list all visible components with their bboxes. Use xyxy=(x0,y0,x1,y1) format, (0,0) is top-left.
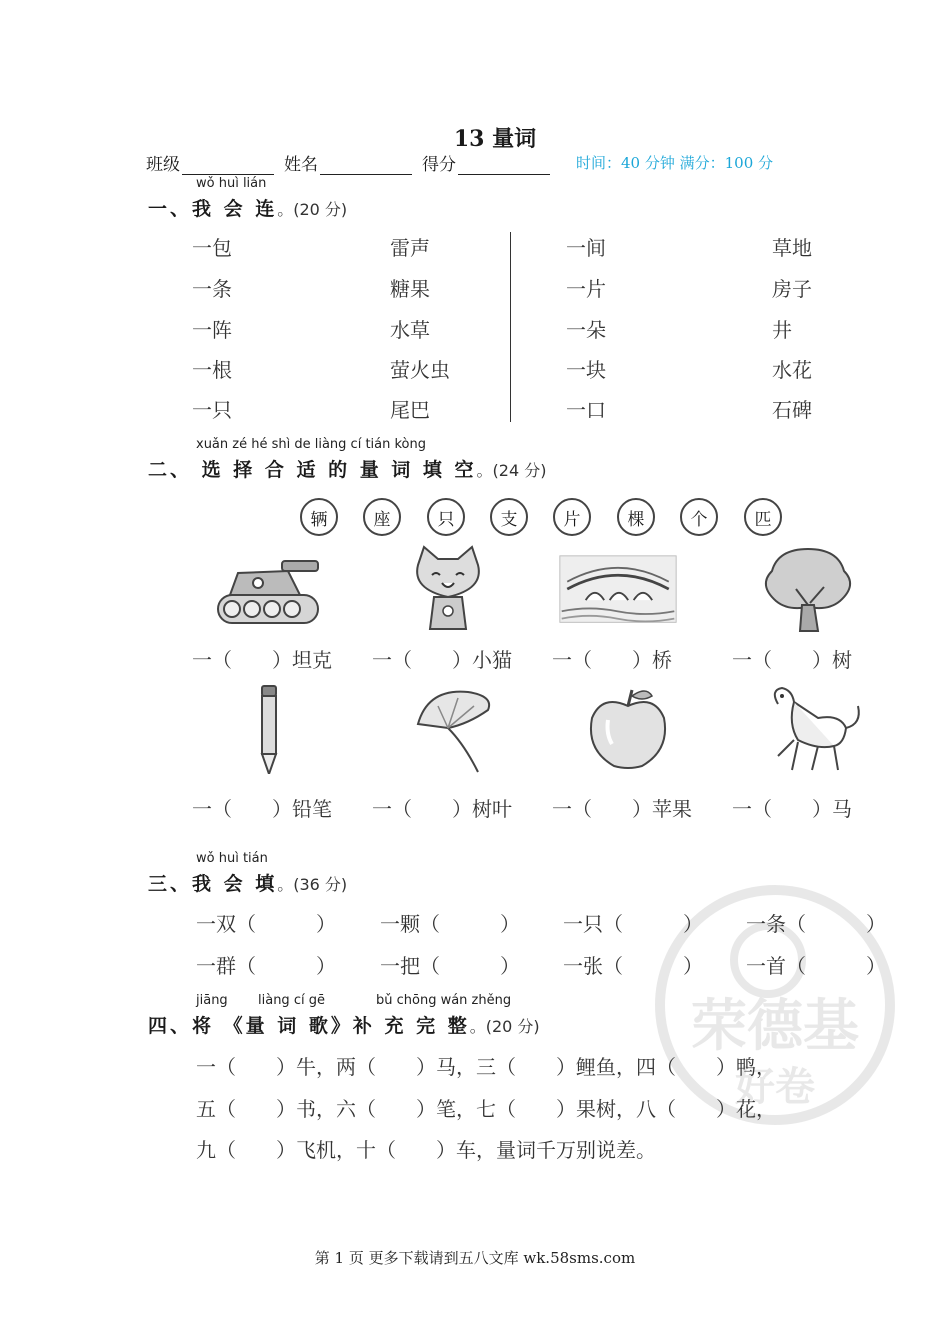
s3-fill-item[interactable]: 一条（ ） xyxy=(746,912,886,936)
measure-word-badge[interactable]: 支 xyxy=(490,498,528,536)
s1-col2-item[interactable]: 尾巴 xyxy=(390,398,430,422)
s1-heading xyxy=(148,194,347,221)
name-blank[interactable] xyxy=(320,158,412,175)
bridge-icon xyxy=(558,545,678,635)
leaf-icon xyxy=(398,684,518,774)
s1-col3-item[interactable]: 一间 xyxy=(566,236,606,260)
measure-word-badge[interactable]: 匹 xyxy=(744,498,782,536)
s1-col1-item[interactable]: 一包 xyxy=(192,236,232,260)
s2-fill-item[interactable]: 一（ ）马 xyxy=(732,797,852,821)
song-line[interactable]: 一（ ）牛，两（ ）马，三（ ）鲤鱼，四（ ）鸭， xyxy=(196,1055,776,1079)
horse-icon xyxy=(748,684,868,774)
s3-fill-item[interactable]: 一双（ ） xyxy=(196,912,336,936)
s3-pinyin: wǒ huì tián xyxy=(196,851,268,866)
measure-word-badge[interactable]: 辆 xyxy=(300,498,338,536)
cat-icon xyxy=(388,545,508,635)
s3-fill-item[interactable]: 一张（ ） xyxy=(563,954,703,978)
s2-score: 。(24 分) xyxy=(476,461,547,480)
s1-col3-item[interactable]: 一口 xyxy=(566,398,606,422)
s3-heading-text: 三、我 会 填 xyxy=(148,873,278,895)
s2-fill-item[interactable]: 一（ ）铅笔 xyxy=(192,797,332,821)
page-title: 13 量词 xyxy=(453,126,537,152)
pencil-icon xyxy=(208,684,328,774)
s1-col3-item[interactable]: 一片 xyxy=(566,277,606,301)
s2-fill-item[interactable]: 一（ ）树 xyxy=(732,648,852,672)
s3-fill-item[interactable]: 一把（ ） xyxy=(380,954,520,978)
score-label: 得分 xyxy=(422,155,456,175)
s2-fill-item[interactable]: 一（ ）树叶 xyxy=(372,797,512,821)
svg-text:荣德基: 荣德基 xyxy=(691,994,859,1059)
song-line[interactable]: 九（ ）飞机，十（ ）车，量词千万别说差。 xyxy=(196,1138,656,1162)
s1-col1-item[interactable]: 一条 xyxy=(192,277,232,301)
page-footer: 第 1 页 更多下载请到五八文库 wk.58sms.com xyxy=(314,1249,636,1267)
s1-divider xyxy=(510,232,511,422)
apple-icon xyxy=(568,684,688,774)
s3-fill-item[interactable]: 一首（ ） xyxy=(746,954,886,978)
s1-col3-item[interactable]: 一朵 xyxy=(566,318,606,342)
s3-heading xyxy=(148,869,347,896)
s2-fill-item[interactable]: 一（ ）桥 xyxy=(552,648,672,672)
s2-pinyin: xuǎn zé hé shì de liàng cí tián kòng xyxy=(196,437,426,452)
measure-word-badge[interactable]: 个 xyxy=(680,498,718,536)
s4-heading xyxy=(148,1011,540,1038)
score-field xyxy=(422,150,550,175)
s1-col4-item[interactable]: 井 xyxy=(772,318,792,342)
s1-heading-text: 一、我 会 连 xyxy=(148,198,278,220)
s3-score: 。(36 分) xyxy=(277,875,348,894)
s1-score: 。(20 分) xyxy=(277,200,348,219)
tree-icon xyxy=(748,545,868,635)
s1-col1-item[interactable]: 一根 xyxy=(192,358,232,382)
measure-word-badge[interactable]: 棵 xyxy=(617,498,655,536)
s1-col4-item[interactable]: 草地 xyxy=(772,236,812,260)
time-info: 时间：40 分钟 满分：100 分 xyxy=(576,154,774,172)
s4-pinyin-3: bǔ chōng wán zhěng xyxy=(376,993,512,1008)
s1-col1-item[interactable]: 一阵 xyxy=(192,318,232,342)
s2-heading-text: 二、 选 择 合 适 的 量 词 填 空 xyxy=(148,459,477,481)
s1-col1-item[interactable]: 一只 xyxy=(192,398,232,422)
s2-heading xyxy=(148,455,546,482)
song-line[interactable]: 五（ ）书，六（ ）笔，七（ ）果树，八（ ）花， xyxy=(196,1097,776,1121)
s4-score: 。(20 分) xyxy=(469,1017,540,1036)
score-blank[interactable] xyxy=(458,158,550,175)
s1-col3-item[interactable]: 一块 xyxy=(566,358,606,382)
s3-fill-item[interactable]: 一颗（ ） xyxy=(380,912,520,936)
s4-pinyin-2: liàng cí gē xyxy=(258,993,325,1008)
name-field xyxy=(284,150,412,175)
s4-heading-text: 四、将 《量 词 歌》补 充 完 整 xyxy=(148,1015,470,1037)
tank-icon xyxy=(208,545,328,635)
s1-col2-item[interactable]: 雷声 xyxy=(390,236,430,260)
s1-col2-item[interactable]: 水草 xyxy=(390,318,430,342)
s1-col4-item[interactable]: 石碑 xyxy=(772,398,812,422)
measure-word-badge[interactable]: 座 xyxy=(363,498,401,536)
s1-col4-item[interactable]: 房子 xyxy=(772,277,812,301)
s3-fill-item[interactable]: 一群（ ） xyxy=(196,954,336,978)
s1-pinyin: wǒ huì lián xyxy=(196,176,267,191)
class-label: 班级 xyxy=(146,155,180,175)
name-label: 姓名 xyxy=(284,155,318,175)
s2-fill-item[interactable]: 一（ ）小猫 xyxy=(372,648,512,672)
svg-text:好卷: 好卷 xyxy=(735,1064,815,1110)
s2-fill-item[interactable]: 一（ ）苹果 xyxy=(552,797,692,821)
measure-word-badge[interactable]: 只 xyxy=(427,498,465,536)
s1-col4-item[interactable]: 水花 xyxy=(772,358,812,382)
s2-fill-item[interactable]: 一（ ）坦克 xyxy=(192,648,332,672)
s3-fill-item[interactable]: 一只（ ） xyxy=(563,912,703,936)
class-field xyxy=(146,150,274,175)
measure-word-badge[interactable]: 片 xyxy=(553,498,591,536)
s1-col2-item[interactable]: 萤火虫 xyxy=(390,358,450,382)
s4-pinyin-1: jiāng xyxy=(196,993,228,1008)
class-blank[interactable] xyxy=(182,158,274,175)
s1-col2-item[interactable]: 糖果 xyxy=(390,277,430,301)
